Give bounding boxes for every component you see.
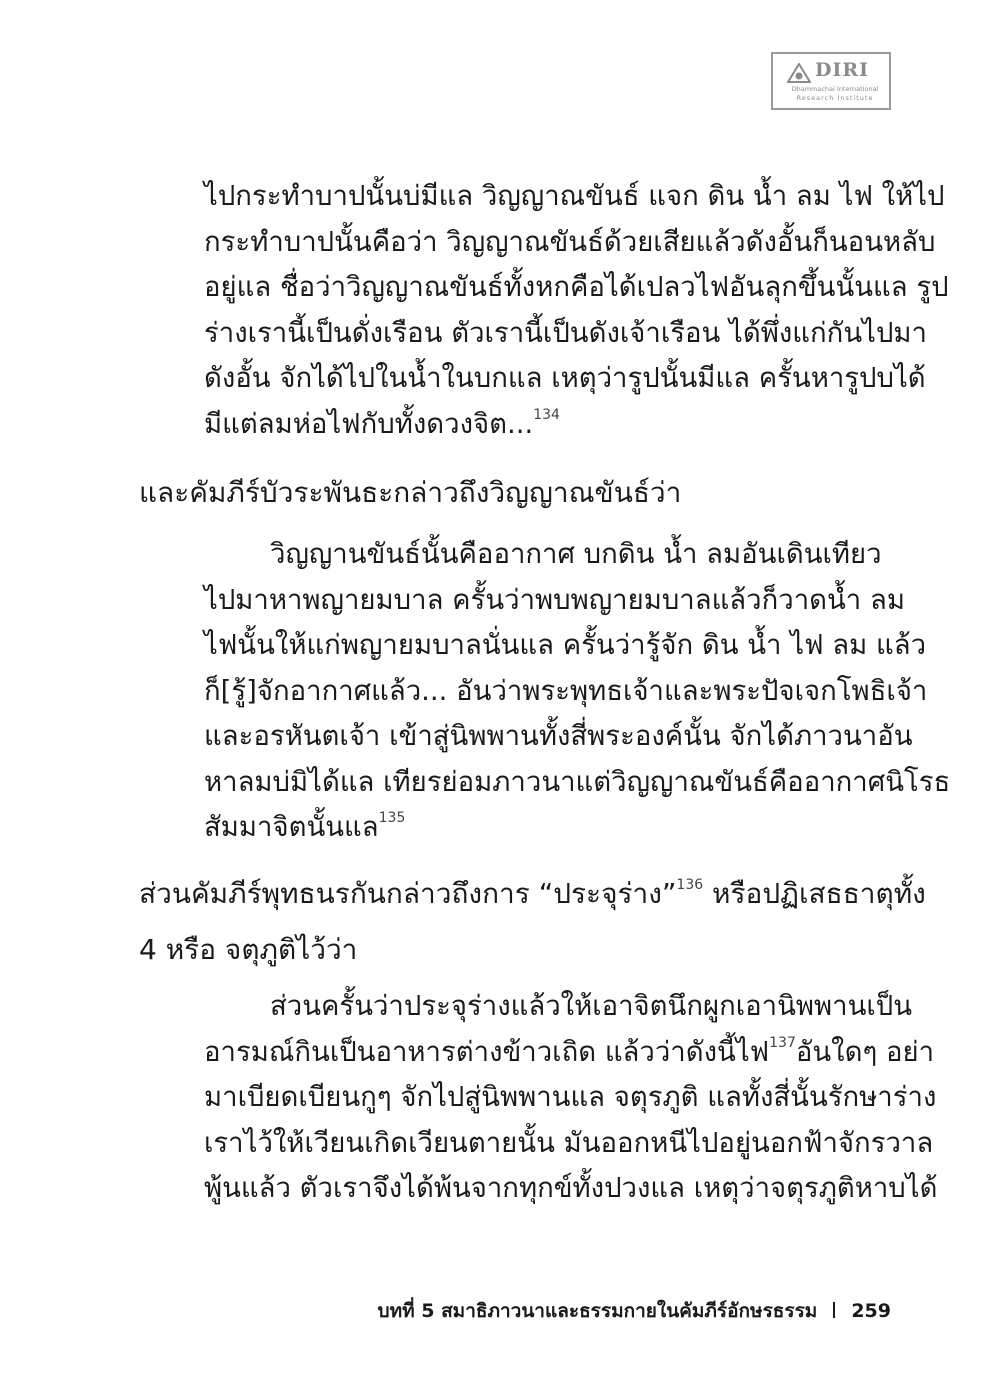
page-footer — [378, 1296, 891, 1326]
quote-line: ส่วนครั้นว่าประจุร่างแล้วให้เอาจิตนึกผูกเอานิพพานเป็น — [270, 990, 913, 1022]
footnote-ref-135[interactable]: 135 — [378, 810, 406, 826]
intro-text-pre: ส่วนคัมภีร์พุทธนรกันกล่าวถึงการ “ประจุร่าง” — [139, 877, 677, 910]
quote-line-last — [204, 402, 949, 448]
quote-block-1 — [204, 174, 949, 447]
footnote-ref-134[interactable]: 134 — [533, 406, 560, 423]
footnote-ref-137[interactable]: 137 — [769, 1034, 796, 1051]
logo-wordmark: DIRI — [815, 59, 870, 81]
quote-line: วิญญานขันธ์นั้นคืออากาศ บกดิน น้ำ ลมอันเดินเทียว — [270, 538, 882, 570]
footer-divider — [833, 1302, 835, 1318]
intro-line — [139, 866, 926, 922]
quote-line-last — [204, 805, 950, 851]
quote-line: มาเบียดเบียนกูๆ จักไปสู่นิพพานแล จตุรภูติ แลทั้งสี่นั้นรักษาร่าง — [204, 1081, 937, 1113]
chapter-title: บทที่ 5 สมาธิภาวนาและธรรมกายในคัมภีร์อักษรธรรม — [377, 1300, 818, 1322]
logo-subtitle-line1: Dhammachai International — [791, 85, 879, 93]
quote-block-2 — [204, 532, 950, 851]
quote-line: กระทำบาปนั้นคือว่า วิญญาณขันธ์ด้วยเสียแล้วดังอั้นก็นอนหลับ — [204, 225, 936, 258]
quote-line: ไปมาหาพญายมบาล ครั้นว่าพบพญายมบาลแล้วก็วาดน้ำ ลม — [204, 583, 905, 616]
intro-text-post: หรือปฏิเสธธาตุทั้ง — [703, 877, 926, 910]
quote-block-3 — [204, 984, 937, 1212]
intro-paragraph-1 — [139, 465, 681, 521]
quote-line: ร่างเรานี้เป็นดั่งเรือน ตัวเรานี้เป็นดังเจ้าเรือน ได้พึ่งแก่กันไปมา — [204, 316, 927, 349]
quote-line: ก็[รู้]จักอากาศแล้ว... อันว่าพระพุทธเจ้าและพระปัจเจกโพธิเจ้า — [204, 674, 928, 707]
quote-line-text: มีแต่ลมห่อไฟกับทั้งดวงจิต... — [204, 407, 534, 440]
quote-line: หาลมบ่มิได้แล เทียรย่อมภาวนาแต่วิญญาณขันธ์คืออากาศนิโรธ — [204, 765, 951, 798]
quote-line: อยู่แล ชื่อว่าวิญญาณขันธ์ทั้งหกคือได้เปลวไฟอันลุกขึ้นนั้นแล รูป — [204, 271, 949, 303]
quote-line: ไปกระทำบาปนั้นบ่มีแล วิญญาณขันธ์ แจก ดิน น้ำ ลม ไฟ ให้ไป — [204, 180, 945, 212]
footnote-ref-136[interactable]: 136 — [676, 877, 704, 893]
quote-text-post: อันใดๆ อย่า — [795, 1035, 935, 1068]
logo-subtitle-line2: Research Institute — [796, 94, 874, 102]
page-number: 259 — [851, 1300, 891, 1322]
quote-line-text: สัมมาจิตนั้นแล — [204, 811, 379, 843]
quote-line: เราไว้ให้เวียนเกิดเวียนตายนั้น มันออกหนีไปอยู่นอกฟ้าจักรวาล — [204, 1126, 934, 1159]
quote-line: พู้นแล้ว ตัวเราจึงได้พ้นจากทุกข์ทั้งปวงแล เหตุว่าจตุรภูติหาบได้ — [204, 1172, 938, 1204]
diri-logo — [771, 52, 891, 110]
quote-line: ไฟนั้นให้แก่พญายมบาลนั่นแล ครั้นว่ารู้จัก ดิน น้ำ ไฟ ลม แล้ว — [204, 629, 927, 661]
quote-line — [204, 1030, 937, 1076]
intro-line: และคัมภีร์บัวระพันธะกล่าวถึงวิญญาณขันธ์ว่า — [139, 476, 682, 509]
quote-line: ดังอั้น จักได้ไปในน้ำในบกแล เหตุว่ารูปนั้นมีแล ครั้นหารูปบได้ — [204, 362, 926, 394]
diri-emblem-icon — [787, 63, 811, 83]
quote-line: และอรหันตเจ้า เข้าสู่นิพพานทั้งสี่พระองค์นั้น จักได้ภาวนาอัน — [204, 720, 913, 752]
intro-paragraph-2 — [139, 866, 926, 978]
intro-line: 4 หรือ จตุภูติไว้ว่า — [139, 933, 358, 966]
quote-text-pre: อารมณ์กินเป็นอาหารต่างข้าวเถิด แล้วว่าดังนี้ไฟ — [204, 1035, 770, 1068]
